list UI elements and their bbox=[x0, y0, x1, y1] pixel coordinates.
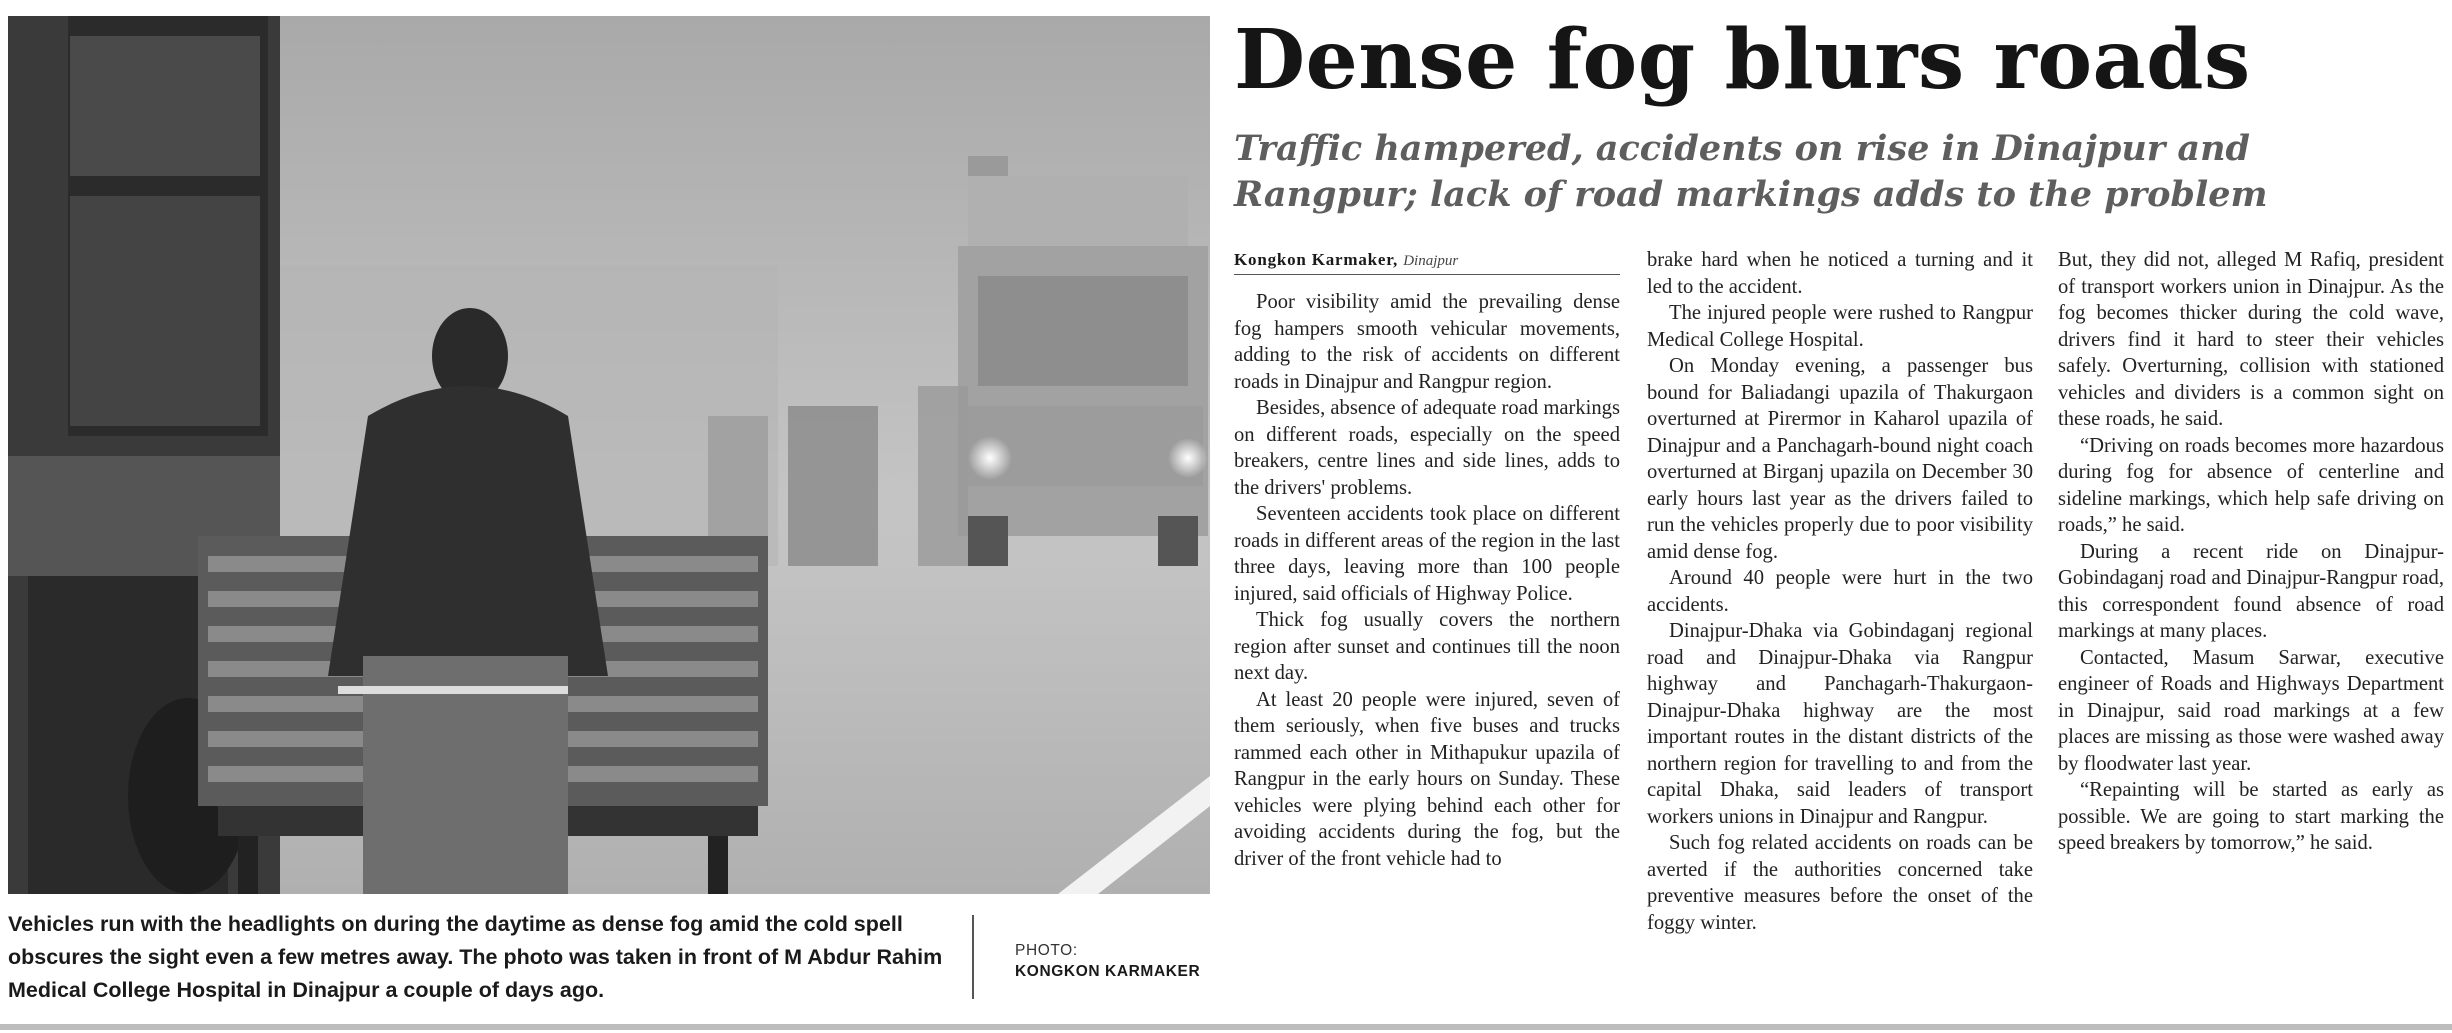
subheadline: Traffic hampered, accidents on rise in Dinajpur and Rangpur; lack of road markings adds to the problem bbox=[1234, 128, 2268, 215]
paragraph: But, they did not, alleged M Rafiq, president of transport workers union in Dinajpur. As the fog becomes thicker during the cold wave, drivers find it hard to steer their vehicles safely. Overturning, collision with stationed vehicles and dividers is a common sight on these roads, he said. bbox=[2058, 249, 2444, 430]
paragraph: The injured people were rushed to Rangpur Medical College Hospital. bbox=[1647, 302, 2033, 351]
paragraph: Poor visibility amid the prevailing dense fog hampers smooth vehicular movements, adding to the risk of accidents on different roads in Dinajpur and Rangpur region. bbox=[1234, 291, 1620, 393]
paragraph: Seventeen accidents took place on different roads in different areas of the region in the last three days, leaving more than 100 people injured, said officials of Highway Police. bbox=[1234, 503, 1620, 605]
headline: Dense fog blurs roads bbox=[1234, 12, 2251, 108]
photo-caption: Vehicles run with the headlights on during the daytime as dense fog amid the cold spell obscures the sight even a few metres away. The photo was taken in front of M Abdur Rahim Medical College Hospital in Dinajpur a couple of days ago. bbox=[8, 912, 943, 1002]
paragraph: Around 40 people were hurt in the two accidents. bbox=[1647, 567, 2033, 616]
byline-author: Kongkon Karmaker, bbox=[1234, 250, 1399, 269]
paragraph: Thick fog usually covers the northern region after sunset and continues till the noon next day. bbox=[1234, 609, 1620, 684]
byline-location: Dinajpur bbox=[1403, 253, 1459, 269]
paragraph: Besides, absence of adequate road markings on different roads, especially on the speed breakers, centre lines and side lines, adds to the drivers' problems. bbox=[1234, 397, 1620, 499]
paragraph: “Driving on roads becomes more hazardous during fog for absence of centerline and sideline markings, which help safe driving on roads,” he said. bbox=[2058, 434, 2444, 536]
byline bbox=[1234, 250, 1620, 275]
truck-graphic bbox=[958, 156, 1208, 566]
article-column-1 bbox=[1234, 289, 1620, 872]
paragraph: Dinajpur-Dhaka via Gobindaganj regional road and Dinajpur-Dhaka via Rangpur highway and Panchagarh-Thakurgaon-Dinajpur-Dhaka highway are the most important routes in the distant districts of the northern region for travelling to and from the capital Dhaka, said leaders of transport workers unions in Dinajpur and Rangpur. bbox=[1647, 620, 2033, 828]
paragraph: brake hard when he noticed a turning and it led to the accident. bbox=[1647, 249, 2033, 298]
photo-credit bbox=[1015, 940, 1200, 982]
paragraph: Contacted, Masum Sarwar, executive engineer of Roads and Highways Department in Dinajpur, said road markings at a few places are missing as those were washed away by floodwater last year. bbox=[2058, 646, 2444, 775]
paragraph: At least 20 people were injured, seven of them seriously, when five buses and trucks rammed each other in Mithapukur upazila of Rangpur in the early hours on Sunday. These vehicles were plying behind each other for avoiding accidents during the fog, but the driver of the front vehicle had to bbox=[1234, 688, 1620, 870]
photo-credit-name: KONGKON KARMAKER bbox=[1015, 963, 1201, 980]
article-column-3 bbox=[2058, 247, 2444, 857]
photo-credit-label: PHOTO: bbox=[1015, 942, 1078, 959]
news-photo bbox=[8, 16, 1210, 894]
paragraph: Such fog related accidents on roads can be averted if the authorities concerned take preventive measures before the onset of the foggy winter. bbox=[1647, 832, 2033, 934]
bottom-rule bbox=[0, 1024, 2452, 1030]
paragraph: During a recent ride on Dinajpur-Gobindaganj road and Dinajpur-Rangpur road, this correspondent found absence of road markings at many places. bbox=[2058, 540, 2444, 642]
caption-divider bbox=[972, 915, 974, 999]
article-column-2 bbox=[1647, 247, 2033, 936]
paragraph: On Monday evening, a passenger bus bound for Baliadangi upazila of Thakurgaon overturned at Pirermor in Kaharol upazila of Dinajpur and a Panchagarh-bound night coach overturned at Birganj upazila on December 30 early hours last year as the drivers failed to run the vehicles properly due to poor visibility amid dense fog. bbox=[1647, 355, 2033, 563]
paragraph: “Repainting will be started as early as possible. We are going to start marking the speed breakers by tomorrow,” he said. bbox=[2058, 779, 2444, 854]
